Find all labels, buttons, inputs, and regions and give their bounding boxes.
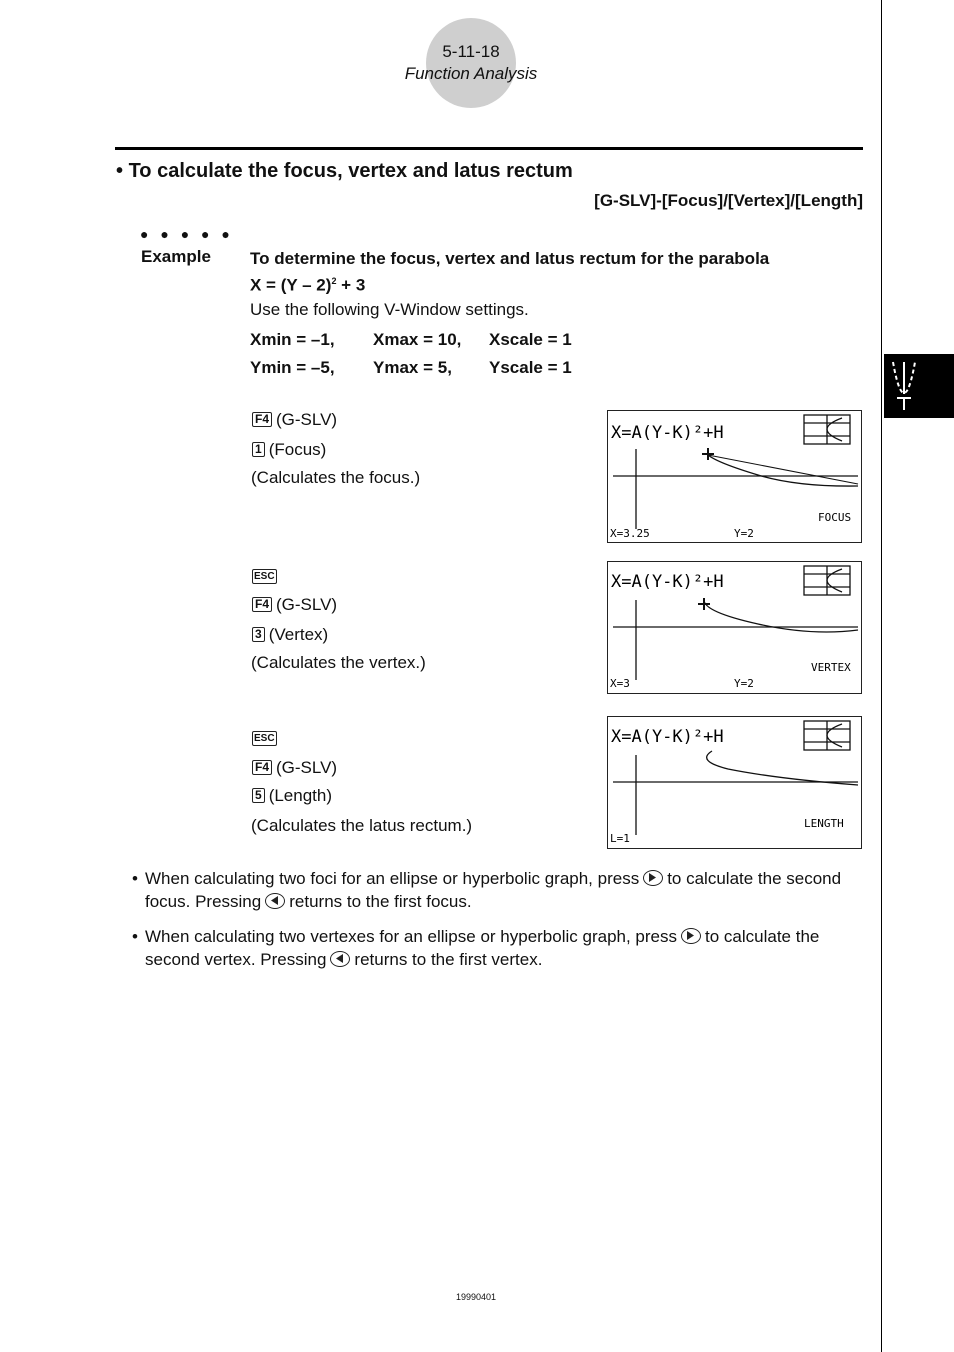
esc-key: ESC bbox=[254, 571, 275, 582]
screen-label: VERTEX bbox=[811, 661, 851, 674]
right-arrow-key-icon bbox=[681, 928, 701, 944]
page-number: 5-11-18 bbox=[442, 42, 500, 61]
screen-label: FOCUS bbox=[818, 511, 852, 524]
step-line: (Calculates the latus rectum.) bbox=[251, 816, 473, 835]
f4-key: F4 bbox=[252, 597, 272, 612]
xscale-setting: Xscale = 1 bbox=[489, 330, 572, 349]
example-label: Example bbox=[141, 247, 211, 266]
right-arrow-key-icon bbox=[643, 870, 663, 886]
xmin-setting: Xmin = –1, bbox=[250, 330, 335, 349]
step-line bbox=[252, 728, 281, 748]
example-dots: ● ● ● ● ● bbox=[140, 226, 234, 242]
key-5: 5 bbox=[252, 788, 265, 803]
esc-key: ESC bbox=[254, 733, 275, 744]
yscale-setting: Yscale = 1 bbox=[489, 358, 572, 377]
f4-key: F4 bbox=[252, 760, 272, 775]
right-margin-rule bbox=[881, 0, 882, 1352]
left-arrow-key-icon bbox=[265, 893, 285, 909]
note-vertexes: • When calculating two vertexes for an ellipse or hyperbolic graph, press to calculate the second vertex. Pressing returns to the first vertex. bbox=[132, 927, 820, 969]
key-sequence: [G-SLV]-[Focus]/[Vertex]/[Length] bbox=[594, 191, 863, 210]
f4-key: F4 bbox=[252, 412, 272, 427]
graph-icon bbox=[804, 721, 850, 750]
screen-label: LENGTH bbox=[804, 817, 844, 830]
ymin-setting: Ymin = –5, bbox=[250, 358, 335, 377]
screen-formula: X=A(Y-K)²+H bbox=[611, 423, 724, 443]
key-3: 3 bbox=[252, 627, 265, 642]
calculator-screen-vertex bbox=[607, 561, 862, 694]
heading-rule bbox=[115, 147, 863, 150]
screen-coord-x: X=3 bbox=[610, 677, 630, 690]
xmax-setting: Xmax = 10, bbox=[373, 330, 462, 349]
step-line: F4 (G-SLV) bbox=[252, 595, 337, 615]
screen-coord-x: X=3.25 bbox=[610, 527, 650, 540]
header-circle bbox=[426, 18, 516, 108]
calculator-screen-length bbox=[607, 716, 862, 849]
cursor-icon bbox=[698, 598, 710, 610]
note-foci: • When calculating two foci for an ellipse or hyperbolic graph, press to calculate the second focus. Pressing returns to the first focus. bbox=[132, 869, 842, 911]
section-heading: • To calculate the focus, vertex and latus rectum bbox=[116, 160, 573, 182]
left-arrow-key-icon bbox=[330, 951, 350, 967]
section-title: Function Analysis bbox=[404, 64, 538, 83]
step-line: F4 (G-SLV) bbox=[252, 758, 337, 778]
calculator-screen-focus bbox=[607, 410, 862, 543]
step-line: 5 (Length) bbox=[252, 786, 332, 806]
key-1: 1 bbox=[252, 442, 265, 457]
example-title: To determine the focus, vertex and latus rectum for the parabola X = (Y – 2)$^2$ + 3 bbox=[250, 249, 770, 295]
parabola-tab-icon bbox=[884, 354, 954, 418]
parabola-curve bbox=[708, 455, 858, 484]
graph-icon bbox=[804, 415, 850, 444]
window-intro: Use the following V-Window settings. bbox=[250, 300, 529, 319]
footer-code: 19990401 bbox=[455, 1292, 497, 1302]
graph-icon bbox=[804, 566, 850, 595]
ymax-setting: Ymax = 5, bbox=[373, 358, 452, 377]
parabola-curve bbox=[707, 751, 858, 785]
step-line: (Calculates the focus.) bbox=[251, 468, 421, 487]
screen-coord-y: Y=2 bbox=[734, 677, 754, 690]
screen-formula: X=A(Y-K)²+H bbox=[611, 727, 724, 747]
step-line: (Calculates the vertex.) bbox=[251, 653, 426, 672]
step-line: F4 (G-SLV) bbox=[252, 410, 337, 430]
screen-coord-y: Y=2 bbox=[734, 527, 754, 540]
step-line bbox=[252, 566, 281, 586]
screen-formula: X=A(Y-K)²+H bbox=[611, 572, 724, 592]
screen-coord-x: L=1 bbox=[610, 832, 630, 845]
step-line: 3 (Vertex) bbox=[252, 625, 328, 645]
step-line: 1 (Focus) bbox=[252, 440, 326, 460]
